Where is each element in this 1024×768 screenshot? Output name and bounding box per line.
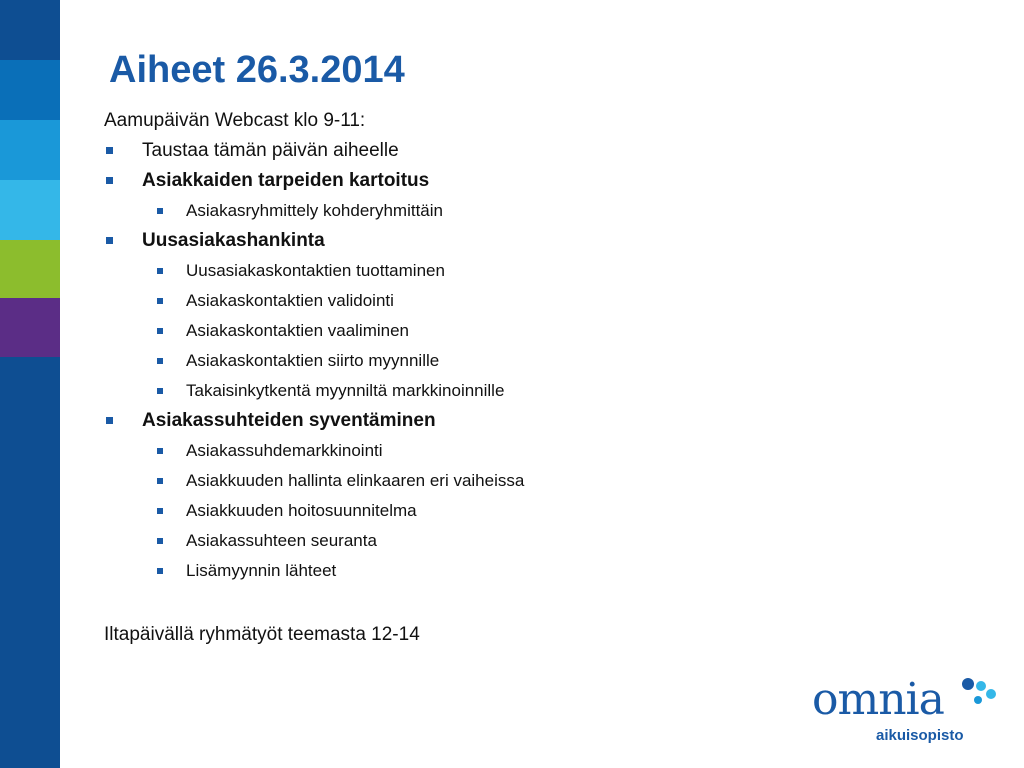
sidebar-stripe-sky-blue xyxy=(0,120,60,180)
bullet-square-icon xyxy=(157,568,163,574)
topic-item xyxy=(104,136,744,166)
subtopic-label: Asiakkuuden hallinta elinkaaren eri vaiheissa xyxy=(186,471,525,490)
subtopic-label: Asiakaskontaktien vaaliminen xyxy=(186,321,410,340)
bullet-square-icon xyxy=(157,508,163,514)
slide-title: Aiheet 26.3.2014 xyxy=(109,49,405,91)
bullet-square-icon xyxy=(106,177,113,184)
bullet-square-icon xyxy=(157,478,163,484)
subtopic-item xyxy=(104,376,744,406)
topic-item xyxy=(104,226,744,256)
topic-label: Asiakkaiden tarpeiden kartoitus xyxy=(142,170,430,191)
logo-wordmark: omnia xyxy=(812,674,944,725)
subtopic-label: Asiakkuuden hoitosuunnitelma xyxy=(186,501,417,520)
sidebar-stripe-bottom xyxy=(0,357,60,768)
subtopic-label: Asiakassuhdemarkkinointi xyxy=(186,441,383,460)
subtopic-label: Lisämyynnin lähteet xyxy=(186,561,337,580)
bullet-square-icon xyxy=(157,298,163,304)
logo-dots-icon xyxy=(954,676,998,716)
subtopic-label: Asiakaskontaktien siirto myynnille xyxy=(186,351,440,370)
bullet-square-icon xyxy=(106,147,113,154)
subtopic-item xyxy=(104,286,744,316)
subtopic-label: Uusasiakaskontaktien tuottaminen xyxy=(186,261,445,280)
sidebar-stripe-purple xyxy=(0,298,60,357)
subtopic-item xyxy=(104,556,744,586)
subtopic-label: Asiakassuhteen seuranta xyxy=(186,531,377,550)
subtopic-label: Takaisinkytkentä myynniltä markkinoinnille xyxy=(186,381,505,400)
subtopic-item xyxy=(104,436,744,466)
logo-subtitle: aikuisopisto xyxy=(876,727,964,744)
topic-label: Taustaa tämän päivän aiheelle xyxy=(142,140,399,161)
sidebar-stripe-light-blue xyxy=(0,180,60,240)
bullet-square-icon xyxy=(157,448,163,454)
agenda-list xyxy=(104,106,744,650)
subtopic-item xyxy=(104,526,744,556)
subtopic-item xyxy=(104,316,744,346)
topic-item xyxy=(104,166,744,196)
spacer xyxy=(104,586,744,620)
bullet-square-icon xyxy=(157,358,163,364)
bullet-square-icon xyxy=(157,388,163,394)
bullet-square-icon xyxy=(157,208,163,214)
sidebar-stripe-green xyxy=(0,240,60,298)
bullet-square-icon xyxy=(157,268,163,274)
subtopic-item xyxy=(104,346,744,376)
intro-text: Aamupäivän Webcast klo 9-11: xyxy=(104,110,366,131)
omnia-logo xyxy=(812,674,998,754)
bullet-square-icon xyxy=(106,237,113,244)
sidebar-stripe-dark-blue xyxy=(0,0,60,60)
outro-text: Iltapäivällä ryhmätyöt teemasta 12-14 xyxy=(104,624,420,645)
subtopic-item xyxy=(104,196,744,226)
subtopic-label: Asiakasryhmittely kohderyhmittäin xyxy=(186,201,443,220)
subtopic-item xyxy=(104,496,744,526)
bullet-square-icon xyxy=(106,417,113,424)
sidebar-color-bar xyxy=(0,0,60,768)
subtopic-item xyxy=(104,466,744,496)
topic-label: Uusasiakashankinta xyxy=(142,230,325,251)
topic-item xyxy=(104,406,744,436)
bullet-square-icon xyxy=(157,538,163,544)
bullet-square-icon xyxy=(157,328,163,334)
sidebar-stripe-blue xyxy=(0,60,60,120)
subtopic-label: Asiakaskontaktien validointi xyxy=(186,291,394,310)
subtopic-item xyxy=(104,256,744,286)
topic-label: Asiakassuhteiden syventäminen xyxy=(142,410,436,431)
